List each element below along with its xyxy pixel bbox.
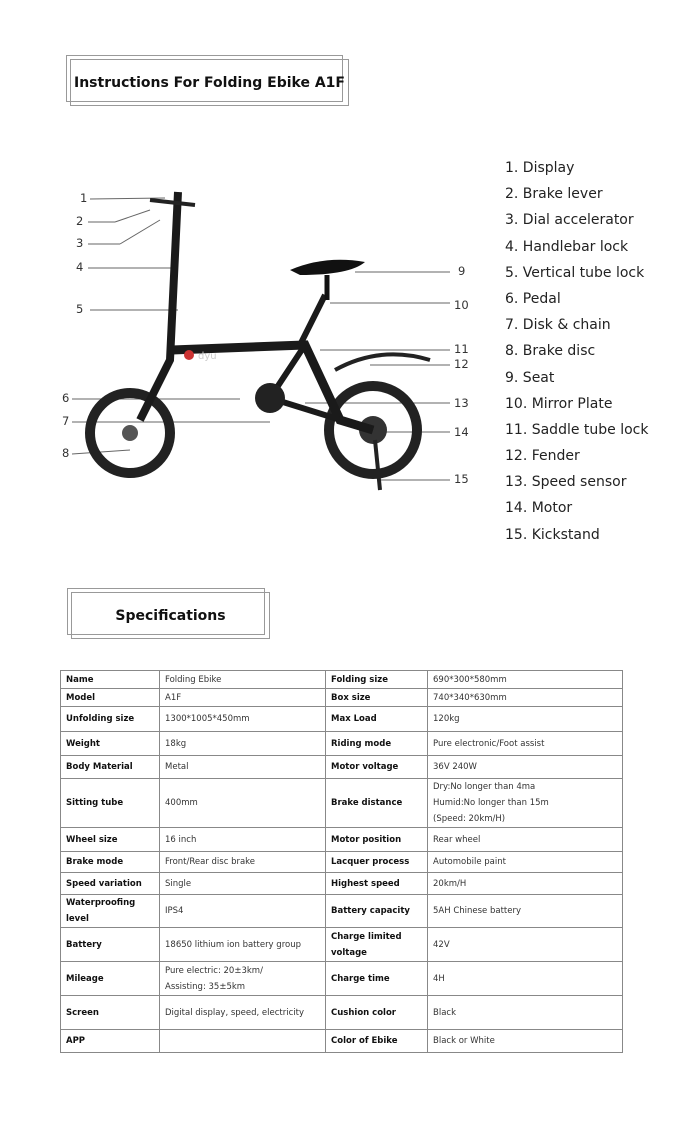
- specs-table: [60, 670, 623, 1053]
- spec-label: Motor position: [326, 828, 428, 852]
- table-row: [61, 689, 623, 707]
- part-item: 6. Pedal: [505, 290, 561, 307]
- part-item: 2. Brake lever: [505, 186, 603, 203]
- spec-value: Pure electronic/Foot assist: [428, 732, 623, 756]
- spec-value: Metal: [160, 756, 326, 779]
- spec-label: Max Load: [326, 707, 428, 732]
- bike-shape: [90, 192, 430, 490]
- callout-6: 6: [62, 391, 70, 405]
- spec-label: Charge time: [326, 962, 428, 996]
- spec-value: Black: [428, 996, 623, 1030]
- part-item: 13. Speed sensor: [505, 474, 627, 491]
- spec-label: Waterproofing level: [61, 895, 160, 928]
- spec-value: 4H: [428, 962, 623, 996]
- spec-label: Wheel size: [61, 828, 160, 852]
- spec-value: 690*300*580mm: [428, 671, 623, 689]
- part-item: 11. Saddle tube lock: [505, 421, 649, 438]
- spec-label: Box size: [326, 689, 428, 707]
- callout-1: 1: [80, 191, 88, 205]
- callout-5: 5: [76, 302, 84, 316]
- spec-label: Battery capacity: [326, 895, 428, 928]
- table-row: [61, 756, 623, 779]
- spec-value: 16 inch: [160, 828, 326, 852]
- spec-label: Weight: [61, 732, 160, 756]
- parts-list: [505, 155, 648, 548]
- spec-value: A1F: [160, 689, 326, 707]
- part-item: 12. Fender: [505, 448, 580, 465]
- spec-label: Motor voltage: [326, 756, 428, 779]
- spec-value: [160, 1030, 326, 1053]
- spec-value: 18650 lithium ion battery group: [160, 928, 326, 962]
- table-row: [61, 1030, 623, 1053]
- svg-text:dyu: dyu: [198, 351, 217, 362]
- part-item: 8. Brake disc: [505, 343, 596, 360]
- part-item: 9. Seat: [505, 369, 555, 386]
- table-row: [61, 828, 623, 852]
- spec-value: Black or White: [428, 1030, 623, 1053]
- callout-9: 9: [458, 264, 466, 278]
- specs-title-box: [67, 588, 265, 635]
- spec-label: Mileage: [61, 962, 160, 996]
- part-item: 5. Vertical tube lock: [505, 264, 645, 281]
- spec-label: Brake mode: [61, 852, 160, 873]
- part-item: 4. Handlebar lock: [505, 238, 629, 255]
- spec-label: Battery: [61, 928, 160, 962]
- spec-value: 400mm: [160, 779, 326, 828]
- callout-11: 11: [454, 342, 469, 356]
- spec-value: 1300*1005*450mm: [160, 707, 326, 732]
- spec-value: 20km/H: [428, 873, 623, 895]
- table-row: [61, 707, 623, 732]
- page-title: Instructions For Folding Ebike A1F: [70, 59, 349, 106]
- callout-12: 12: [454, 357, 469, 371]
- spec-label: Body Material: [61, 756, 160, 779]
- spec-value: 36V 240W: [428, 756, 623, 779]
- spec-label: APP: [61, 1030, 160, 1053]
- spec-value: IPS4: [160, 895, 326, 928]
- table-row: [61, 671, 623, 689]
- spec-value: 18kg: [160, 732, 326, 756]
- callout-8: 8: [62, 446, 70, 460]
- spec-label: Name: [61, 671, 160, 689]
- spec-label: Brake distance: [326, 779, 428, 828]
- title-box: [66, 55, 343, 102]
- callout-10: 10: [454, 298, 469, 312]
- table-row: [61, 962, 623, 996]
- callout-4: 4: [76, 260, 84, 274]
- specs-title: Specifications: [71, 592, 270, 639]
- table-row: [61, 732, 623, 756]
- spec-value: Digital display, speed, electricity: [160, 996, 326, 1030]
- spec-label: Speed variation: [61, 873, 160, 895]
- spec-label: Color of Ebike: [326, 1030, 428, 1053]
- callout-7: 7: [62, 414, 70, 428]
- part-item: 7. Disk & chain: [505, 317, 611, 334]
- spec-value: 42V: [428, 928, 623, 962]
- callout-13: 13: [454, 396, 469, 410]
- spec-label: Folding size: [326, 671, 428, 689]
- spec-label: Highest speed: [326, 873, 428, 895]
- part-item: 3. Dial accelerator: [505, 212, 634, 229]
- spec-value: Front/Rear disc brake: [160, 852, 326, 873]
- spec-value: Rear wheel: [428, 828, 623, 852]
- table-row: [61, 895, 623, 928]
- spec-value: Folding Ebike: [160, 671, 326, 689]
- spec-label: Unfolding size: [61, 707, 160, 732]
- spec-label: Sitting tube: [61, 779, 160, 828]
- spec-value: Dry:No longer than 4ma Humid:No longer than 15m (Speed: 20km/H): [428, 779, 623, 828]
- spec-label: Model: [61, 689, 160, 707]
- callout-15: 15: [454, 472, 469, 486]
- spec-label: Charge limited voltage: [326, 928, 428, 962]
- spec-value: 120kg: [428, 707, 623, 732]
- spec-label: Riding mode: [326, 732, 428, 756]
- spec-label: Screen: [61, 996, 160, 1030]
- table-row: [61, 996, 623, 1030]
- brand-logo-icon: [184, 350, 194, 360]
- callout-2: 2: [76, 214, 84, 228]
- table-row: [61, 928, 623, 962]
- spec-label: Cushion color: [326, 996, 428, 1030]
- spec-value: 740*340*630mm: [428, 689, 623, 707]
- spec-value: Automobile paint: [428, 852, 623, 873]
- part-item: 15. Kickstand: [505, 526, 600, 543]
- callout-3: 3: [76, 236, 84, 250]
- part-item: 1. Display: [505, 160, 575, 176]
- part-item: 10. Mirror Plate: [505, 395, 613, 412]
- table-row: [61, 779, 623, 828]
- part-item: 14. Motor: [505, 500, 573, 517]
- callout-14: 14: [454, 425, 469, 439]
- spec-value: Single: [160, 873, 326, 895]
- spec-value: 5AH Chinese battery: [428, 895, 623, 928]
- spec-value: Pure electric: 20±3km/ Assisting: 35±5km: [160, 962, 326, 996]
- table-row: [61, 873, 623, 895]
- table-row: [61, 852, 623, 873]
- spec-label: Lacquer process: [326, 852, 428, 873]
